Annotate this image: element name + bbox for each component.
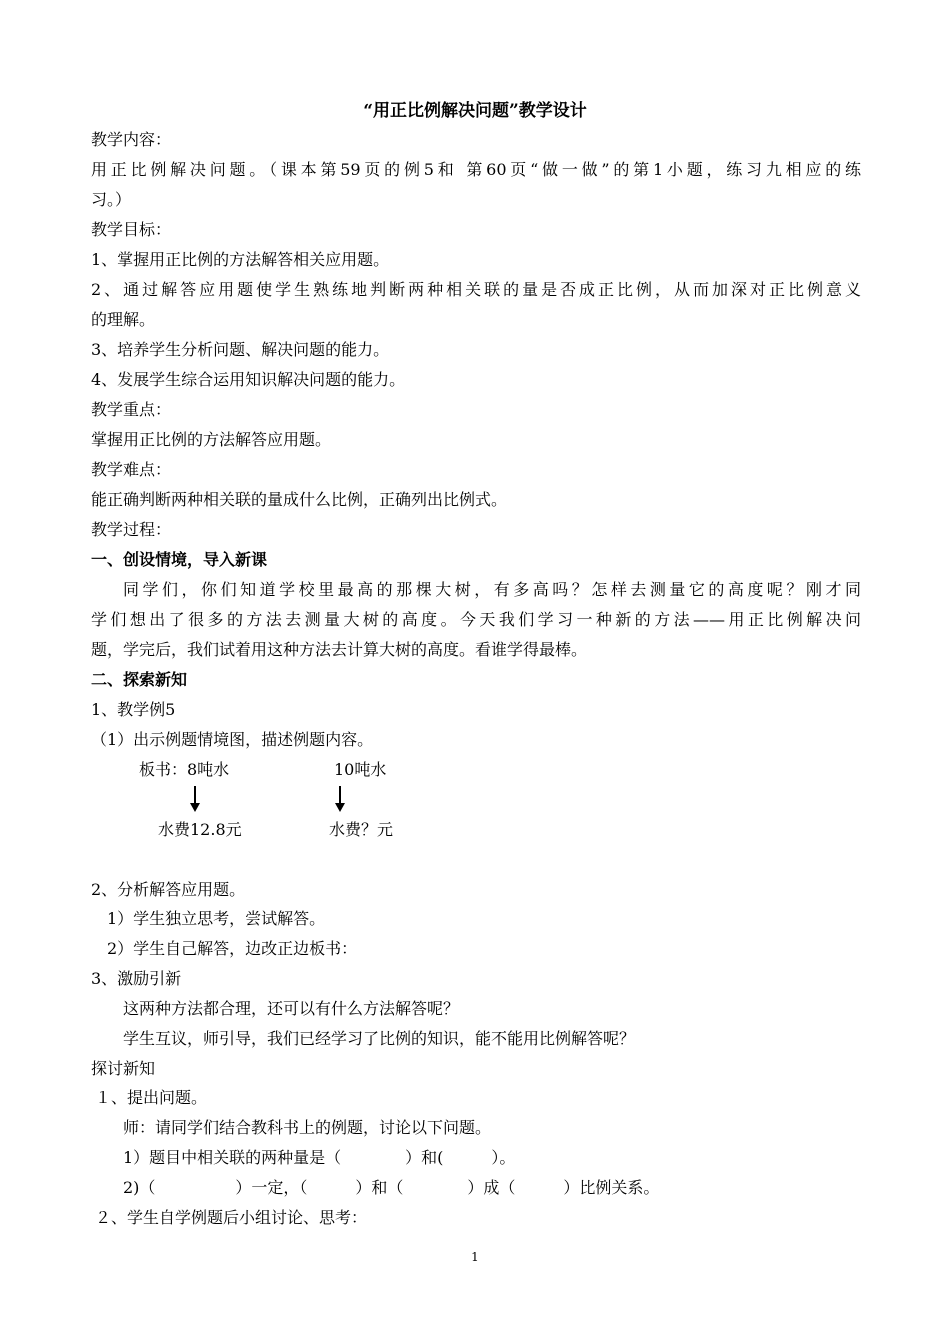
board-left-top: 板书：8吨水: [139, 760, 230, 779]
goal-3: 3、培养学生分析问题、解决问题的能力。: [91, 340, 390, 359]
group-study: ２、学生自学例题后小组讨论、思考：: [95, 1208, 368, 1227]
key-heading: 教学重点：: [91, 400, 172, 419]
board-left-bottom: 水费12.8元: [158, 820, 242, 839]
goals-heading: 教学目标：: [91, 220, 172, 239]
page-number: 1: [471, 1250, 479, 1264]
goal-1: 1、掌握用正比例的方法解答相关应用题。: [91, 250, 390, 269]
question-1: 1）题目中相关联的两种量是（ ）和( ）。: [123, 1148, 516, 1167]
question-intro: 师：请同学们结合教科书上的例题，讨论以下问题。: [123, 1118, 492, 1137]
section-1-line-1: 同学们，你们知道学校里最高的那棵大树，有多高吗？怎样去测量它的高度呢？刚才同: [123, 580, 861, 599]
analysis-title: 2、分析解答应用题。: [91, 880, 246, 899]
difficulty-heading: 教学难点：: [91, 460, 172, 479]
example-step-1: （1）出示例题情境图，描述例题内容。: [91, 730, 374, 749]
content-line-2: 习。）: [91, 190, 132, 209]
encourage-line-2: 学生互议，师引导，我们已经学习了比例的知识，能不能用比例解答呢？: [123, 1029, 636, 1048]
analysis-step-1: 1）学生独立思考，尝试解答。: [107, 909, 326, 928]
goal-2-line-1: 2、通过解答应用题使学生熟练地判断两种相关联的量是否成正比例，从而加深对正比例意义: [91, 280, 861, 299]
board-right-bottom: 水费？元: [329, 820, 394, 839]
difficulty-text: 能正确判断两种相关联的量成什么比例，正确列出比例式。: [91, 490, 508, 509]
goal-4: 4、发展学生综合运用知识解决问题的能力。: [91, 370, 406, 389]
document-title: “用正比例解决问题”教学设计: [363, 101, 587, 121]
analysis-step-2: 2）学生自己解答，边改正边板书：: [107, 939, 358, 958]
section-1-line-3: 题，学完后，我们试着用这种方法去计算大树的高度。看谁学得最棒。: [91, 640, 588, 659]
goal-2-line-2: 的理解。: [91, 310, 156, 329]
key-text: 掌握用正比例的方法解答应用题。: [91, 430, 332, 449]
question-title: １、提出问题。: [95, 1088, 208, 1107]
encourage-line-1: 这两种方法都合理，还可以有什么方法解答呢？: [123, 999, 460, 1018]
example-title: 1、教学例5: [91, 700, 176, 719]
encourage-title: 3、激励引新: [91, 969, 182, 988]
question-2: 2)（ ）一定，（ ）和（ ）成（ ）比例关系。: [123, 1178, 660, 1197]
section-1-line-2: 学们想出了很多的方法去测量大树的高度。今天我们学习一种新的方法——用正比例解决问: [91, 610, 861, 629]
content-line-1: 用正比例解决问题。（课本第59页的例5和 第60页“做一做”的第1小题，练习九相应的练: [91, 160, 861, 179]
board-right-top: 10吨水: [334, 760, 387, 779]
content-heading: 教学内容：: [91, 130, 172, 149]
section-1-heading: 一、创设情境，导入新课: [91, 550, 268, 569]
process-heading: 教学过程：: [91, 520, 172, 539]
explore-title: 探讨新知: [91, 1059, 156, 1078]
section-2-heading: 二、探索新知: [91, 670, 188, 689]
